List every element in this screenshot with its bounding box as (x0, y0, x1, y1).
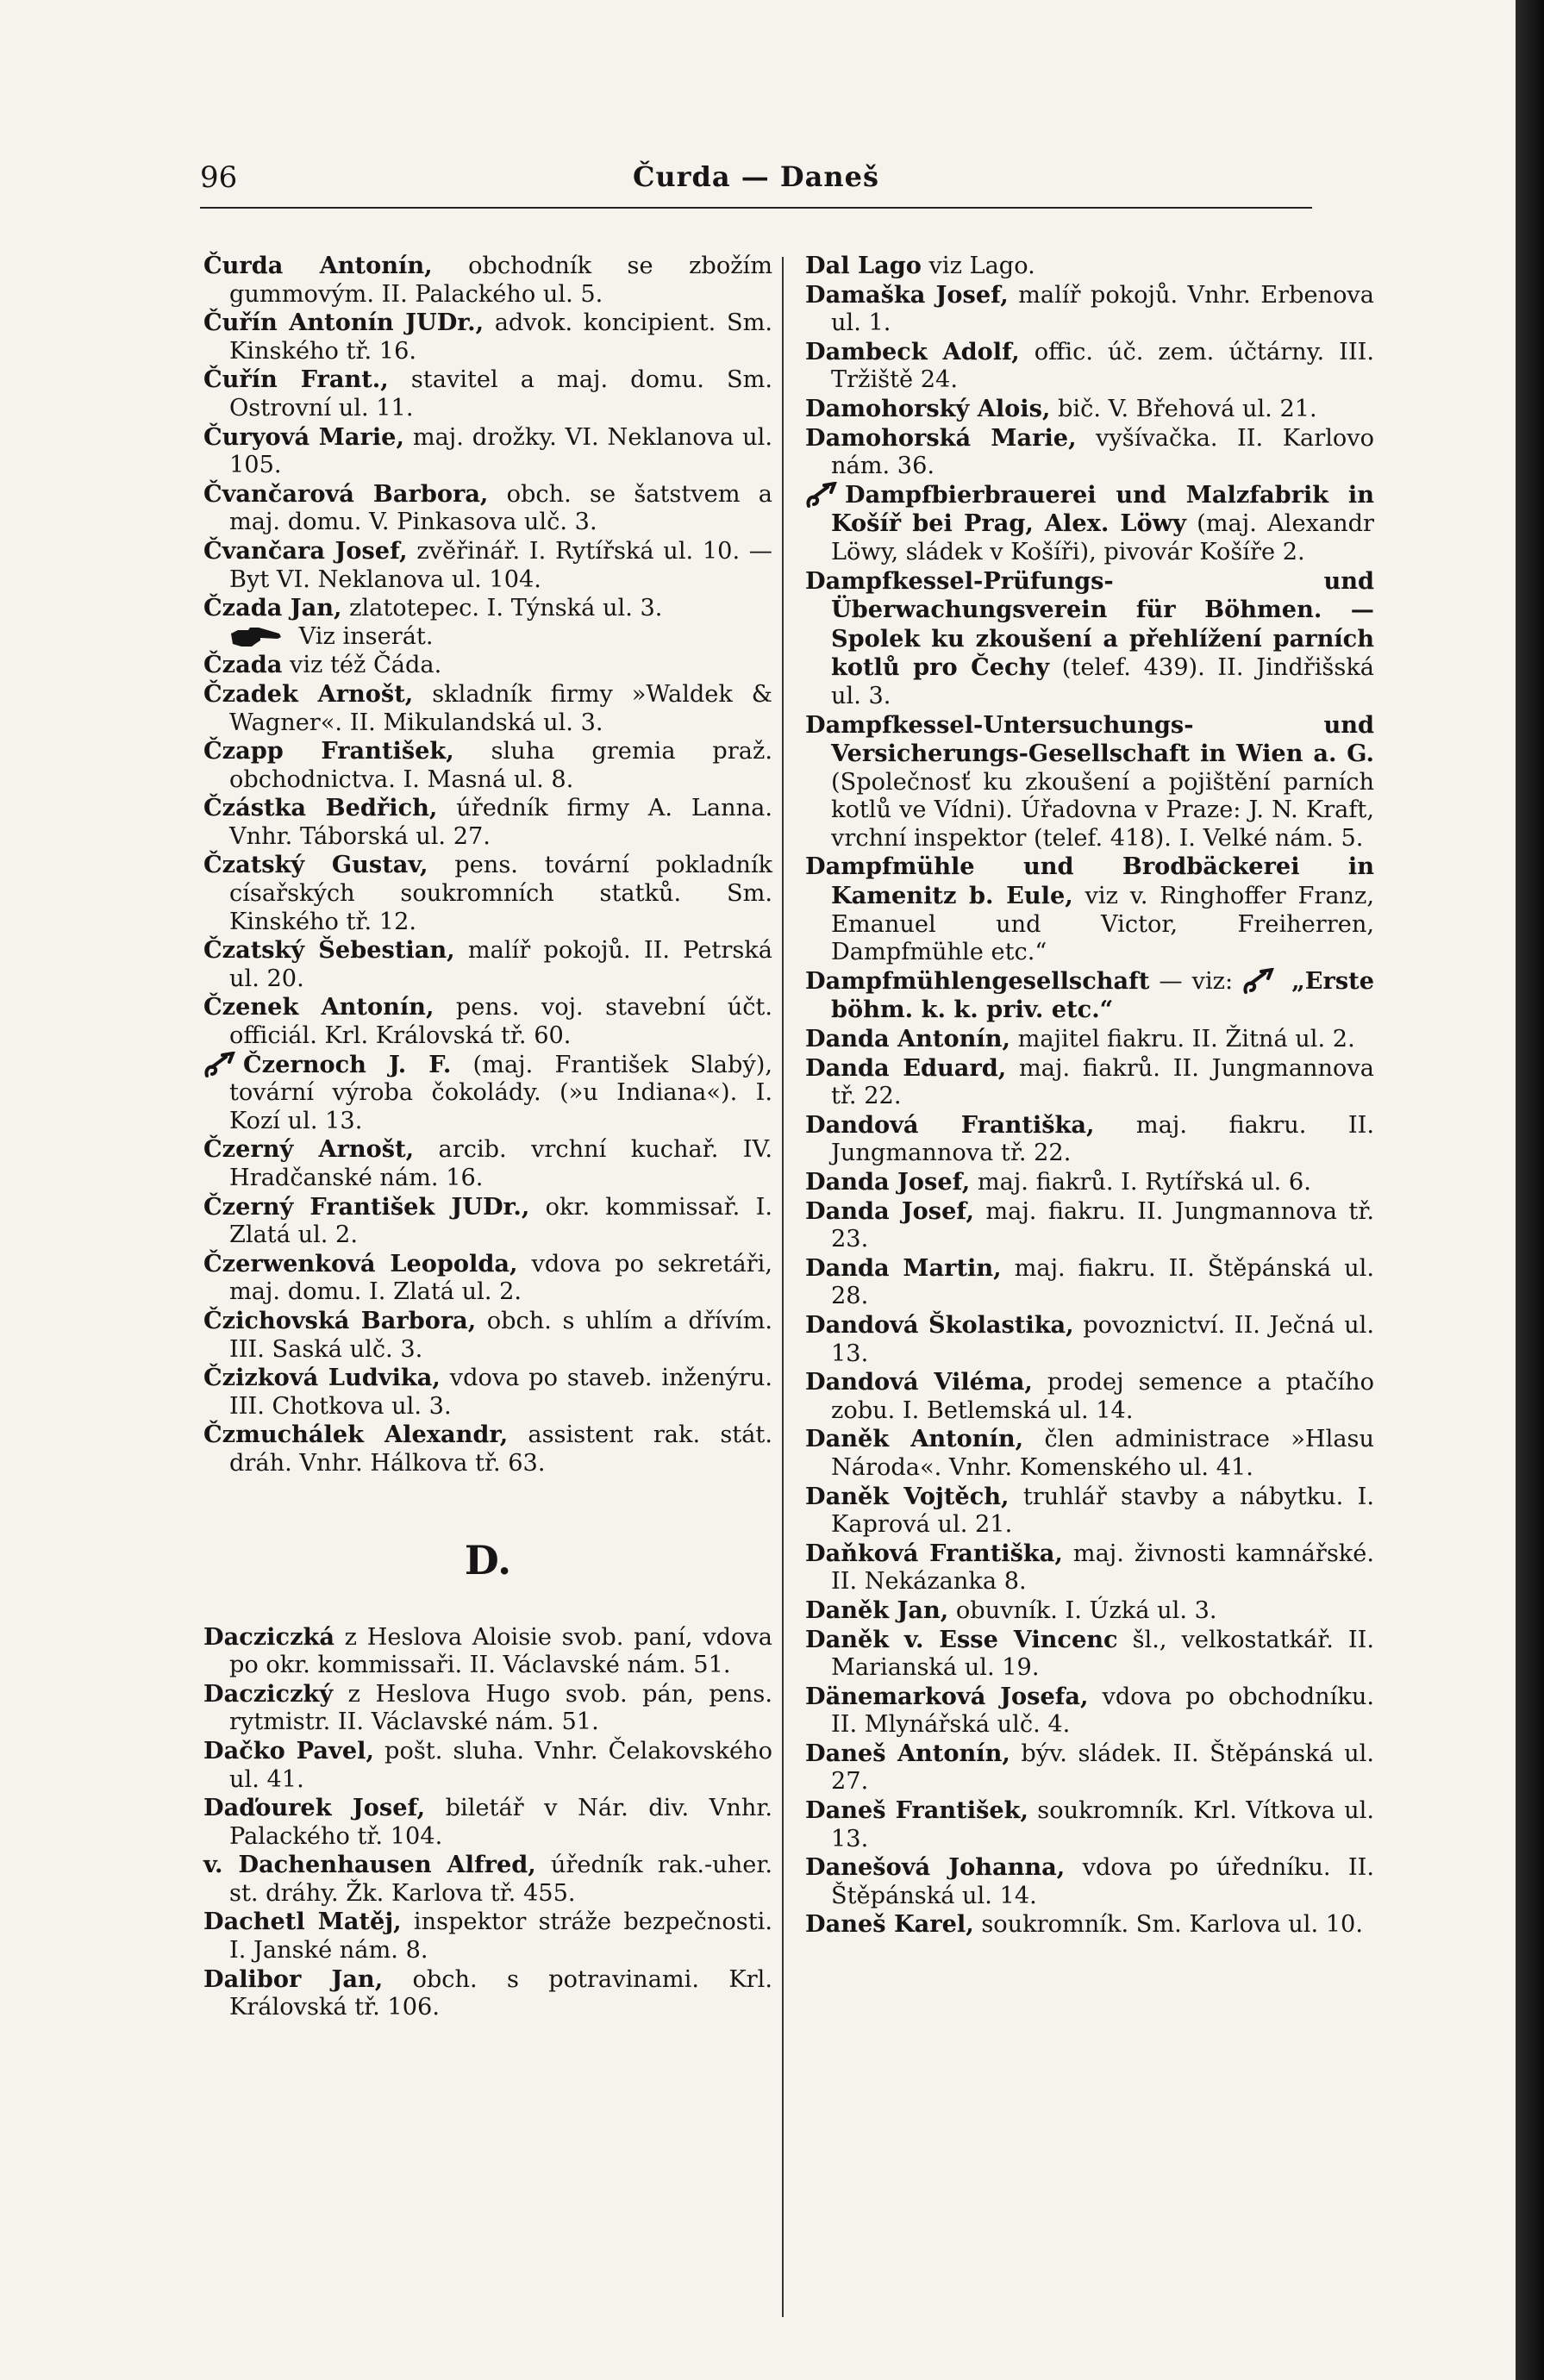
directory-entry: Čzenek Antonín, pens. voj. stavební účt. officiál. Krl. Královská tř. 60. (203, 993, 772, 1050)
directory-entry: Daneš Karel, soukromník. Sm. Karlova ul. 10. (805, 1910, 1363, 1939)
directory-entry: Damohorská Marie, vyšívačka. II. Karlovo nám. 36. (805, 423, 1375, 480)
directory-entry: Danda Josef, maj. fiakru. II. Jungmannova tř. 23. (805, 1196, 1375, 1253)
column-divider (782, 257, 784, 2317)
directory-entry: Čzerwenková Leopolda, vdova po sekretáři, maj. domu. I. Zlatá ul. 2. (203, 1249, 772, 1306)
directory-entry: Čzichovská Barbora, obch. s uhlím a dřívím. III. Saská ulč. 3. (203, 1306, 772, 1363)
directory-entry: Čzada viz též Čáda. (203, 651, 442, 679)
directory-entry-highlighted: Čzernoch J. F. (maj. František Slabý), tovární výroba čokolády. (»u Indiana«). I. Kozí ul. 13. (203, 1051, 772, 1136)
directory-entry: Daďourek Josef, biletář v Nár. div. Vnhr. Palackého tř. 104. (203, 1794, 772, 1850)
directory-entry: Čurda Antonín, obchodník se zbožím gummovým. II. Palackého ul. 5. (203, 252, 773, 308)
page-number: 96 (200, 160, 238, 195)
telephone-hook-icon (805, 482, 840, 509)
d-section-entries (203, 1623, 772, 2022)
directory-entry: Čzatský Gustav, pens. tovární pokladník císařských soukromních statků. Sm. Kinského tř. 12. (203, 851, 772, 935)
directory-entry: Dalibor Jan, obch. s potravinami. Krl. Královská tř. 106. (203, 1965, 772, 2021)
left-entries-before (203, 252, 772, 623)
directory-entry: Čzatský Šebestian, malíř pokojů. II. Petrská ul. 20. (203, 936, 772, 992)
directory-entry: Daneš František, soukromník. Krl. Vítkova ul. 13. (805, 1796, 1374, 1852)
directory-entry: Čzadek Arnošt, skladník firmy »Waldek & Wagner«. II. Mikulandská ul. 3. (203, 679, 773, 736)
directory-entry: Danda Eduard, maj. fiakrů. II. Jungmannova tř. 22. (805, 1053, 1374, 1110)
directory-entry: Danda Josef, maj. fiakrů. I. Rytířská ul. 6. (805, 1168, 1311, 1196)
running-head: Čurda — Daneš (632, 160, 880, 193)
left-entries-after (203, 651, 772, 1050)
directory-entry: Daněk Antonín, člen administrace »Hlasu Národa«. Vnhr. Komenského ul. 41. (805, 1425, 1374, 1481)
directory-entry: Čzizková Ludvika, vdova po staveb. inženýru. III. Chotkova ul. 3. (203, 1364, 772, 1420)
page-header (200, 152, 1312, 203)
directory-entry-highlighted: Dampfbierbrauerei und Malzfabrik in Košíř bei Prag, Alex. Löwy (maj. Alexandr Löwy, sládek v Košíři), pivovár Košíře 2. (805, 481, 1374, 567)
directory-entry: Dänemarková Josefa, vdova po obchodníku. II. Mlynářská ulč. 4. (805, 1682, 1374, 1739)
directory-entry: Daneš Antonín, býv. sládek. II. Štěpánská ul. 27. (805, 1739, 1374, 1796)
telephone-hook-icon (1242, 968, 1277, 996)
directory-entry: Damaška Josef, malíř pokojů. Vnhr. Erbenova ul. 1. (805, 280, 1374, 337)
directory-entry: v. Dachenhausen Alfred, úředník rak.-uher. st. dráhy. Žk. Karlova tř. 455. (203, 1851, 772, 1907)
directory-entry: Čzerný František JUDr., okr. kommissař. I. Zlatá ul. 2. (203, 1192, 772, 1249)
right-entries-mid (805, 567, 1374, 967)
directory-entry: Dacziczká z Heslova Aloisie svob. paní, vdova po okr. kommissaři. II. Václavské nám. 51. (203, 1622, 772, 1679)
directory-entry: Dampfkessel-Untersuchungs- und Versicherungs-Gesellschaft in Wien a. G. (Společnosť ku zkoušení a pojištění parních kotlů ve Vídni). Úřadovna v Praze: J. N. Kraft, vrchní inspektor (telef. 418). I. Velké nám. 5. (805, 710, 1374, 852)
directory-entry: Daňková Františka, maj. živnosti kamnářské. II. Nekázanka 8. (805, 1539, 1375, 1596)
right-column (805, 252, 1374, 1940)
directory-entry: Čzerný Arnošt, arcib. vrchní kuchař. IV. Hradčanské nám. 16. (203, 1135, 772, 1191)
directory-entry: Čuřín Antonín JUDr., advok. koncipient. Sm. Kinského tř. 16. (203, 309, 772, 365)
directory-entry: Dačko Pavel, pošt. sluha. Vnhr. Čelakovského ul. 41. (203, 1736, 772, 1793)
section-letter: D. (464, 1536, 512, 1584)
directory-entry: Danda Antonín, majitel fiakru. II. Žitná ul. 2. (805, 1025, 1355, 1053)
directory-entry: Dandová Viléma, prodej semence a ptačího zobu. I. Betlemská ul. 14. (805, 1368, 1374, 1424)
directory-entry: Čuryová Marie, maj. drožky. VI. Neklanova ul. 105. (203, 422, 772, 479)
inserat-label: Viz inserát. (298, 622, 434, 650)
directory-entry: Čzapp František, sluha gremia praž. obchodnictva. I. Masná ul. 8. (203, 737, 772, 793)
directory-entry: Daněk v. Esse Vincenc šl., velkostatkář. II. Marianská ul. 19. (805, 1625, 1374, 1682)
directory-entry: Dampfmühle und Brodbäckerei in Kamenitz b. Eule, viz v. Ringhoffer Franz, Emanuel und Victor, Freiherren, Dampfmühle etc.“ (805, 853, 1374, 966)
directory-entry: Dampfmühlengesellschaft — viz: „Erste böhm. k. k. priv. etc.“ (805, 966, 1374, 1024)
directory-entry: Dacziczký z Heslova Hugo svob. pán, pens. rytmistr. II. Václavské nám. 51. (203, 1679, 772, 1736)
pointing-hand-icon (229, 625, 284, 649)
right-entries-after (805, 1025, 1374, 1940)
directory-entry: Čvančara Josef, zvěřinář. I. Rytířská ul. 10. — Byt VI. Neklanova ul. 104. (203, 536, 772, 593)
directory-entry: Daněk Jan, obuvník. I. Úzká ul. 3. (805, 1596, 1217, 1624)
directory-entry: Čzmuchálek Alexandr, assistent rak. stát. dráh. Vnhr. Hálkova tř. 63. (203, 1421, 773, 1477)
directory-entry: Čzástka Bedřich, úředník firmy A. Lanna. Vnhr. Táborská ul. 27. (203, 794, 772, 850)
telephone-hook-icon (203, 1052, 238, 1079)
directory-entry: Daněk Vojtěch, truhlář stavby a nábytku. I. Kaprová ul. 21. (805, 1482, 1374, 1539)
header-rule (200, 207, 1312, 209)
directory-entry: Čzada Jan, zlatotepec. I. Týnská ul. 3. (203, 594, 663, 622)
directory-entry: Dandová Školastika, povoznictví. II. Ječná ul. 13. (805, 1310, 1374, 1367)
directory-entry: Čuřín Frant., stavitel a maj. domu. Sm. Ostrovní ul. 11. (203, 365, 772, 422)
inserat-reference (203, 623, 772, 652)
left-column (203, 252, 772, 2022)
directory-entry: Dandová Františka, maj. fiakru. II. Jungmannova tř. 22. (805, 1110, 1375, 1167)
directory-entry: Čvančarová Barbora, obch. se šatstvem a maj. domu. V. Pinkasova ulč. 3. (203, 479, 772, 536)
directory-entry: Dachetl Matěj, inspektor stráže bezpečnosti. I. Janské nám. 8. (203, 1908, 772, 1965)
directory-entry: Damohorský Alois, bič. V. Břehová ul. 21. (805, 394, 1317, 422)
directory-entry: Danešová Johanna, vdova po úředníku. II. Štěpánská ul. 14. (805, 1853, 1374, 1909)
directory-entry: Danda Martin, maj. fiakru. II. Štěpánská ul. 28. (805, 1253, 1374, 1310)
directory-entry: Dambeck Adolf, offic. úč. zem. účtárny. III. Tržiště 24. (805, 337, 1374, 394)
left-entries-end (203, 1135, 772, 1477)
right-entries-before (805, 252, 1374, 481)
directory-entry: Dampfkessel-Prüfungs- und Überwachungsverein für Böhmen. — Spolek ku zkoušení a přehlížení parních kotlů pro Čechy (telef. 439). II. Jindřišská ul. 3. (805, 566, 1375, 709)
directory-entry: Dal Lago viz Lago. (805, 252, 1035, 279)
scan-dark-edge (1516, 0, 1544, 2380)
